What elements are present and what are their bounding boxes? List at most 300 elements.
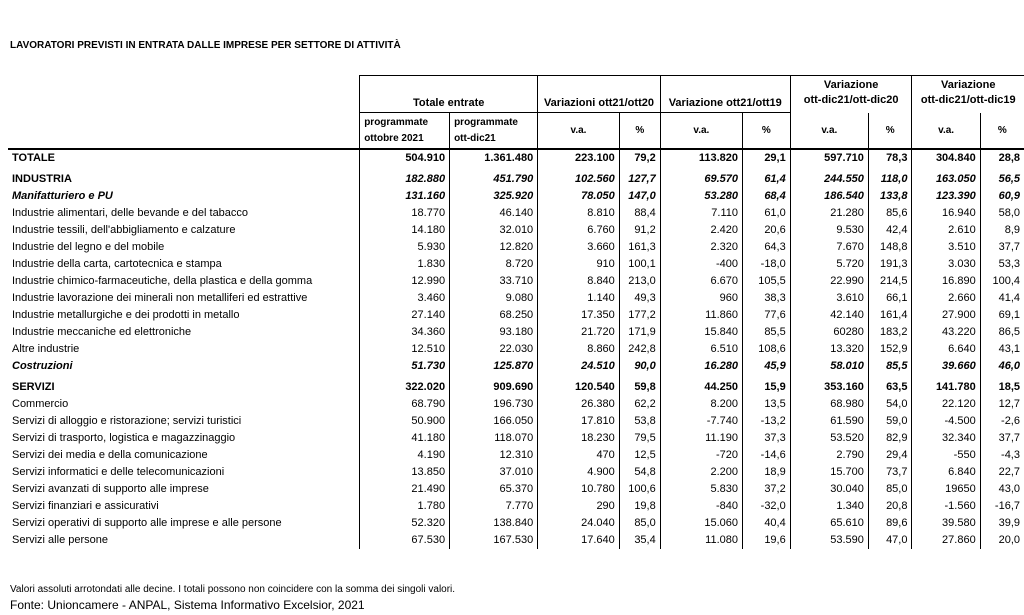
- cell-value: -18,0: [742, 256, 790, 273]
- cell-value: 15.840: [660, 324, 742, 341]
- cell-value: 242,8: [619, 341, 660, 358]
- cell-value: 24.040: [538, 515, 620, 532]
- cell-value: 214,5: [868, 273, 912, 290]
- cell-value: 10.780: [538, 481, 620, 498]
- cell-value: 22,7: [980, 464, 1024, 481]
- cell-value: 37,2: [742, 481, 790, 498]
- cell-value: 27.860: [912, 532, 980, 549]
- cell-value: 17.810: [538, 413, 620, 430]
- cell-value: 17.350: [538, 307, 620, 324]
- header-pct: %: [980, 113, 1024, 150]
- row-label: Servizi operativi di supporto alle imprese e alle persone: [12, 517, 282, 529]
- cell-value: 133,8: [868, 188, 912, 205]
- table-row: [8, 447, 1024, 464]
- row-label: Industrie della carta, cartotecnica e stampa: [12, 258, 222, 270]
- cell-value: 22.030: [450, 341, 538, 358]
- cell-value: 8.840: [538, 273, 620, 290]
- cell-value: 105,5: [742, 273, 790, 290]
- cell-value: 18,9: [742, 464, 790, 481]
- row-label: TOTALE: [12, 152, 55, 164]
- cell-value: 27.900: [912, 307, 980, 324]
- cell-value: 12,7: [980, 396, 1024, 413]
- cell-value: -13,2: [742, 413, 790, 430]
- cell-value: 37,7: [980, 239, 1024, 256]
- cell-value: 79,5: [619, 430, 660, 447]
- cell-value: 131.160: [360, 188, 450, 205]
- table-row: [8, 256, 1024, 273]
- cell-value: 59,8: [619, 375, 660, 396]
- cell-value: 2.660: [912, 290, 980, 307]
- cell-value: 13.850: [360, 464, 450, 481]
- table-row: [8, 481, 1024, 498]
- row-label: Commercio: [12, 398, 69, 410]
- cell-value: 152,9: [868, 341, 912, 358]
- table-row: [8, 430, 1024, 447]
- cell-value: 7.770: [450, 498, 538, 515]
- cell-value: 15.700: [790, 464, 868, 481]
- cell-value: 2.320: [660, 239, 742, 256]
- cell-value: 2.420: [660, 222, 742, 239]
- cell-value: 68.980: [790, 396, 868, 413]
- cell-value: 8.810: [538, 205, 620, 222]
- cell-value: 504.910: [360, 149, 450, 167]
- cell-value: 21.490: [360, 481, 450, 498]
- table-row: [8, 413, 1024, 430]
- header-var-dic19-line1: Variazione: [941, 79, 996, 92]
- cell-value: 3.030: [912, 256, 980, 273]
- cell-value: 68.790: [360, 396, 450, 413]
- cell-value: 470: [538, 447, 620, 464]
- table-row: [8, 375, 1024, 396]
- table-row: [8, 188, 1024, 205]
- cell-value: 85,6: [868, 205, 912, 222]
- cell-value: 166.050: [450, 413, 538, 430]
- cell-value: 3.460: [360, 290, 450, 307]
- cell-value: 67.530: [360, 532, 450, 549]
- table-row: [8, 464, 1024, 481]
- row-label: Industrie del legno e del mobile: [12, 241, 165, 253]
- cell-value: 29,1: [742, 149, 790, 167]
- header-va: v.a.: [790, 113, 868, 150]
- header-va: v.a.: [538, 113, 620, 150]
- row-label: Industrie alimentari, delle bevande e del tabacco: [12, 207, 249, 219]
- header-prog-ottobre-line1: programmate: [364, 116, 429, 128]
- row-label: Altre industrie: [12, 343, 80, 355]
- cell-value: 38,3: [742, 290, 790, 307]
- cell-value: 8.720: [450, 256, 538, 273]
- cell-value: 60,9: [980, 188, 1024, 205]
- cell-value: 66,1: [868, 290, 912, 307]
- cell-value: 148,8: [868, 239, 912, 256]
- row-label: Industrie lavorazione dei minerali non metalliferi ed estrattive: [12, 292, 308, 304]
- row-label: Servizi informatici e delle telecomunicazioni: [12, 466, 225, 478]
- cell-value: 5.830: [660, 481, 742, 498]
- cell-value: 35,4: [619, 532, 660, 549]
- cell-value: 15,9: [742, 375, 790, 396]
- cell-value: 53,3: [980, 256, 1024, 273]
- header-pct: %: [619, 113, 660, 150]
- cell-value: -4.500: [912, 413, 980, 430]
- cell-value: 13,5: [742, 396, 790, 413]
- header-var-ott21-ott20: Variazioni ott21/ott20: [538, 76, 661, 113]
- table-row: [8, 149, 1024, 167]
- cell-value: 15.060: [660, 515, 742, 532]
- cell-value: 18,5: [980, 375, 1024, 396]
- cell-value: 43.220: [912, 324, 980, 341]
- cell-value: 59,0: [868, 413, 912, 430]
- cell-value: 183,2: [868, 324, 912, 341]
- row-label: Costruzioni: [12, 360, 73, 372]
- cell-value: 100,6: [619, 481, 660, 498]
- cell-value: 108,6: [742, 341, 790, 358]
- cell-value: -720: [660, 447, 742, 464]
- cell-value: 12.510: [360, 341, 450, 358]
- cell-value: 58,0: [980, 205, 1024, 222]
- header-prog-ott-dic-line2: ott-dic21: [454, 132, 496, 144]
- cell-value: 9.530: [790, 222, 868, 239]
- cell-value: 29,4: [868, 447, 912, 464]
- cell-value: 6.840: [912, 464, 980, 481]
- cell-value: 12.310: [450, 447, 538, 464]
- cell-value: 44.250: [660, 375, 742, 396]
- cell-value: 161,3: [619, 239, 660, 256]
- cell-value: 120.540: [538, 375, 620, 396]
- row-label: Servizi di trasporto, logistica e magazzinaggio: [12, 432, 236, 444]
- cell-value: 85,0: [619, 515, 660, 532]
- cell-value: 26.380: [538, 396, 620, 413]
- cell-value: 167.530: [450, 532, 538, 549]
- cell-value: 2.610: [912, 222, 980, 239]
- cell-value: 8,9: [980, 222, 1024, 239]
- cell-value: 65.370: [450, 481, 538, 498]
- cell-value: 20,0: [980, 532, 1024, 549]
- table-title: LAVORATORI PREVISTI IN ENTRATA DALLE IMPRESE PER SETTORE DI ATTIVITÀ: [10, 40, 401, 51]
- cell-value: 8.860: [538, 341, 620, 358]
- cell-value: 21.280: [790, 205, 868, 222]
- cell-value: 68.250: [450, 307, 538, 324]
- cell-value: 46.140: [450, 205, 538, 222]
- cell-value: 11.190: [660, 430, 742, 447]
- cell-value: 1.140: [538, 290, 620, 307]
- cell-value: 171,9: [619, 324, 660, 341]
- cell-value: 37,7: [980, 430, 1024, 447]
- cell-value: 451.790: [450, 167, 538, 188]
- cell-value: 61.590: [790, 413, 868, 430]
- table-row: [8, 515, 1024, 532]
- row-label: Industrie chimico-farmaceutiche, della plastica e della gomma: [12, 275, 313, 287]
- cell-value: 19,6: [742, 532, 790, 549]
- cell-value: 12.820: [450, 239, 538, 256]
- header-prog-ott-dic-line1: programmate: [454, 116, 518, 128]
- row-label: Servizi alle persone: [12, 534, 108, 546]
- cell-value: 16.940: [912, 205, 980, 222]
- cell-value: 65.610: [790, 515, 868, 532]
- cell-value: 12,5: [619, 447, 660, 464]
- cell-value: 39.660: [912, 358, 980, 375]
- cell-value: 118.070: [450, 430, 538, 447]
- cell-value: 88,4: [619, 205, 660, 222]
- cell-value: 3.510: [912, 239, 980, 256]
- cell-value: 6.510: [660, 341, 742, 358]
- cell-value: 11.860: [660, 307, 742, 324]
- header-prog-ottobre: [360, 113, 450, 150]
- cell-value: 8.200: [660, 396, 742, 413]
- cell-value: -4,3: [980, 447, 1024, 464]
- table-row: [8, 290, 1024, 307]
- header-va: v.a.: [660, 113, 742, 150]
- cell-value: 86,5: [980, 324, 1024, 341]
- cell-value: 91,2: [619, 222, 660, 239]
- cell-value: 82,9: [868, 430, 912, 447]
- table-row: [8, 307, 1024, 324]
- cell-value: 161,4: [868, 307, 912, 324]
- cell-value: 910: [538, 256, 620, 273]
- header-var-ott21-ott19: Variazione ott21/ott19: [660, 76, 790, 113]
- cell-value: 51.730: [360, 358, 450, 375]
- cell-value: -1.560: [912, 498, 980, 515]
- cell-value: 73,7: [868, 464, 912, 481]
- cell-value: 28,8: [980, 149, 1024, 167]
- cell-value: 32.010: [450, 222, 538, 239]
- cell-value: 30.040: [790, 481, 868, 498]
- header-pct: %: [742, 113, 790, 150]
- cell-value: 12.990: [360, 273, 450, 290]
- cell-value: 16.280: [660, 358, 742, 375]
- cell-value: 5.720: [790, 256, 868, 273]
- cell-value: 4.900: [538, 464, 620, 481]
- cell-value: 40,4: [742, 515, 790, 532]
- cell-value: 6.640: [912, 341, 980, 358]
- cell-value: 18.230: [538, 430, 620, 447]
- cell-value: 186.540: [790, 188, 868, 205]
- cell-value: 69.570: [660, 167, 742, 188]
- cell-value: 1.830: [360, 256, 450, 273]
- cell-value: 53.520: [790, 430, 868, 447]
- cell-value: 147,0: [619, 188, 660, 205]
- cell-value: -400: [660, 256, 742, 273]
- cell-value: 32.340: [912, 430, 980, 447]
- row-label: Servizi dei media e della comunicazione: [12, 449, 208, 461]
- cell-value: 41,4: [980, 290, 1024, 307]
- cell-value: 22.120: [912, 396, 980, 413]
- cell-value: 322.020: [360, 375, 450, 396]
- cell-value: 53.280: [660, 188, 742, 205]
- cell-value: 325.920: [450, 188, 538, 205]
- cell-value: 47,0: [868, 532, 912, 549]
- cell-value: 49,3: [619, 290, 660, 307]
- cell-value: 20,6: [742, 222, 790, 239]
- cell-value: 34.360: [360, 324, 450, 341]
- table-row: [8, 341, 1024, 358]
- cell-value: 19650: [912, 481, 980, 498]
- cell-value: -840: [660, 498, 742, 515]
- cell-value: 89,6: [868, 515, 912, 532]
- cell-value: 118,0: [868, 167, 912, 188]
- cell-value: 2.200: [660, 464, 742, 481]
- cell-value: 100,4: [980, 273, 1024, 290]
- cell-value: 290: [538, 498, 620, 515]
- cell-value: 54,8: [619, 464, 660, 481]
- cell-value: 1.780: [360, 498, 450, 515]
- cell-value: 53,8: [619, 413, 660, 430]
- cell-value: 62,2: [619, 396, 660, 413]
- cell-value: -7.740: [660, 413, 742, 430]
- cell-value: 2.790: [790, 447, 868, 464]
- cell-value: 58.010: [790, 358, 868, 375]
- cell-value: 61,4: [742, 167, 790, 188]
- row-label: Industrie meccaniche ed elettroniche: [12, 326, 192, 338]
- row-label: Industrie tessili, dell'abbigliamento e calzature: [12, 224, 236, 236]
- table-row: [8, 498, 1024, 515]
- cell-value: 127,7: [619, 167, 660, 188]
- data-table: [8, 75, 1024, 549]
- cell-value: 21.720: [538, 324, 620, 341]
- table-row: [8, 222, 1024, 239]
- cell-value: 69,1: [980, 307, 1024, 324]
- table-row: [8, 396, 1024, 413]
- cell-value: 64,3: [742, 239, 790, 256]
- cell-value: 39.580: [912, 515, 980, 532]
- row-label: Servizi di alloggio e ristorazione; servizi turistici: [12, 415, 242, 427]
- cell-value: 13.320: [790, 341, 868, 358]
- cell-value: 3.610: [790, 290, 868, 307]
- row-label: INDUSTRIA: [12, 173, 72, 185]
- header-var-dic20-line2: ott-dic21/ott-dic20: [803, 94, 899, 107]
- cell-value: 1.361.480: [450, 149, 538, 167]
- cell-value: 93.180: [450, 324, 538, 341]
- cell-value: 304.840: [912, 149, 980, 167]
- cell-value: 85,0: [868, 481, 912, 498]
- cell-value: 909.690: [450, 375, 538, 396]
- cell-value: 85,5: [868, 358, 912, 375]
- cell-value: 141.780: [912, 375, 980, 396]
- table-row: [8, 358, 1024, 375]
- cell-value: -16,7: [980, 498, 1024, 515]
- cell-value: 43,1: [980, 341, 1024, 358]
- cell-value: 78.050: [538, 188, 620, 205]
- cell-value: 4.190: [360, 447, 450, 464]
- header-va: v.a.: [912, 113, 980, 150]
- cell-value: 42.140: [790, 307, 868, 324]
- cell-value: 43,0: [980, 481, 1024, 498]
- cell-value: 102.560: [538, 167, 620, 188]
- cell-value: 17.640: [538, 532, 620, 549]
- cell-value: 61,0: [742, 205, 790, 222]
- table-row: [8, 205, 1024, 222]
- cell-value: 960: [660, 290, 742, 307]
- cell-value: 7.110: [660, 205, 742, 222]
- table-row: [8, 239, 1024, 256]
- cell-value: 123.390: [912, 188, 980, 205]
- cell-value: 5.930: [360, 239, 450, 256]
- cell-value: 16.890: [912, 273, 980, 290]
- cell-value: 138.840: [450, 515, 538, 532]
- cell-value: 78,3: [868, 149, 912, 167]
- header-pct: %: [868, 113, 912, 150]
- cell-value: -2,6: [980, 413, 1024, 430]
- source-note: Fonte: Unioncamere - ANPAL, Sistema Informativo Excelsior, 2021: [10, 598, 365, 612]
- row-label: Servizi finanziari e assicurativi: [12, 500, 159, 512]
- cell-value: 6.760: [538, 222, 620, 239]
- cell-value: 85,5: [742, 324, 790, 341]
- table-body: [8, 149, 1024, 549]
- cell-value: 20,8: [868, 498, 912, 515]
- cell-value: 100,1: [619, 256, 660, 273]
- row-label: Servizi avanzati di supporto alle imprese: [12, 483, 209, 495]
- cell-value: 79,2: [619, 149, 660, 167]
- header-var-dic19: [912, 76, 1024, 113]
- header-var-dic19-line2: ott-dic21/ott-dic19: [920, 94, 1016, 107]
- footnote: Valori assoluti arrotondati alle decine. I totali possono non coincidere con la somma dei singoli valori.: [10, 584, 456, 595]
- cell-value: 37,3: [742, 430, 790, 447]
- cell-value: 191,3: [868, 256, 912, 273]
- cell-value: 22.990: [790, 273, 868, 290]
- header-prog-ottobre-line2: ottobre 2021: [364, 132, 424, 144]
- cell-value: 177,2: [619, 307, 660, 324]
- cell-value: 14.180: [360, 222, 450, 239]
- header-prog-ott-dic: [450, 113, 538, 150]
- cell-value: 9.080: [450, 290, 538, 307]
- cell-value: 45,9: [742, 358, 790, 375]
- cell-value: 19,8: [619, 498, 660, 515]
- cell-value: 53.590: [790, 532, 868, 549]
- row-label: Industrie metallurgiche e dei prodotti in metallo: [12, 309, 240, 321]
- cell-value: 24.510: [538, 358, 620, 375]
- cell-value: 27.140: [360, 307, 450, 324]
- cell-value: 597.710: [790, 149, 868, 167]
- cell-value: 213,0: [619, 273, 660, 290]
- cell-value: 56,5: [980, 167, 1024, 188]
- cell-value: 223.100: [538, 149, 620, 167]
- row-label: Manifatturiero e PU: [12, 190, 113, 202]
- cell-value: 6.670: [660, 273, 742, 290]
- cell-value: 68,4: [742, 188, 790, 205]
- cell-value: 50.900: [360, 413, 450, 430]
- cell-value: -14,6: [742, 447, 790, 464]
- cell-value: 18.770: [360, 205, 450, 222]
- cell-value: -550: [912, 447, 980, 464]
- cell-value: 90,0: [619, 358, 660, 375]
- cell-value: -32,0: [742, 498, 790, 515]
- row-label: SERVIZI: [12, 381, 55, 393]
- table-row: [8, 273, 1024, 290]
- header-var-dic20-line1: Variazione: [823, 79, 879, 92]
- cell-value: 63,5: [868, 375, 912, 396]
- cell-value: 52.320: [360, 515, 450, 532]
- cell-value: 37.010: [450, 464, 538, 481]
- cell-value: 125.870: [450, 358, 538, 375]
- cell-value: 1.340: [790, 498, 868, 515]
- table-row: [8, 167, 1024, 188]
- cell-value: 54,0: [868, 396, 912, 413]
- cell-value: 39,9: [980, 515, 1024, 532]
- cell-value: 353.160: [790, 375, 868, 396]
- cell-value: 196.730: [450, 396, 538, 413]
- header-totale-entrate: Totale entrate: [360, 76, 538, 113]
- cell-value: 42,4: [868, 222, 912, 239]
- cell-value: 182.880: [360, 167, 450, 188]
- cell-value: 163.050: [912, 167, 980, 188]
- cell-value: 46,0: [980, 358, 1024, 375]
- cell-value: 77,6: [742, 307, 790, 324]
- table-row: [8, 324, 1024, 341]
- cell-value: 60280: [790, 324, 868, 341]
- cell-value: 244.550: [790, 167, 868, 188]
- header-var-dic20: [790, 76, 912, 113]
- cell-value: 41.180: [360, 430, 450, 447]
- cell-value: 3.660: [538, 239, 620, 256]
- cell-value: 11.080: [660, 532, 742, 549]
